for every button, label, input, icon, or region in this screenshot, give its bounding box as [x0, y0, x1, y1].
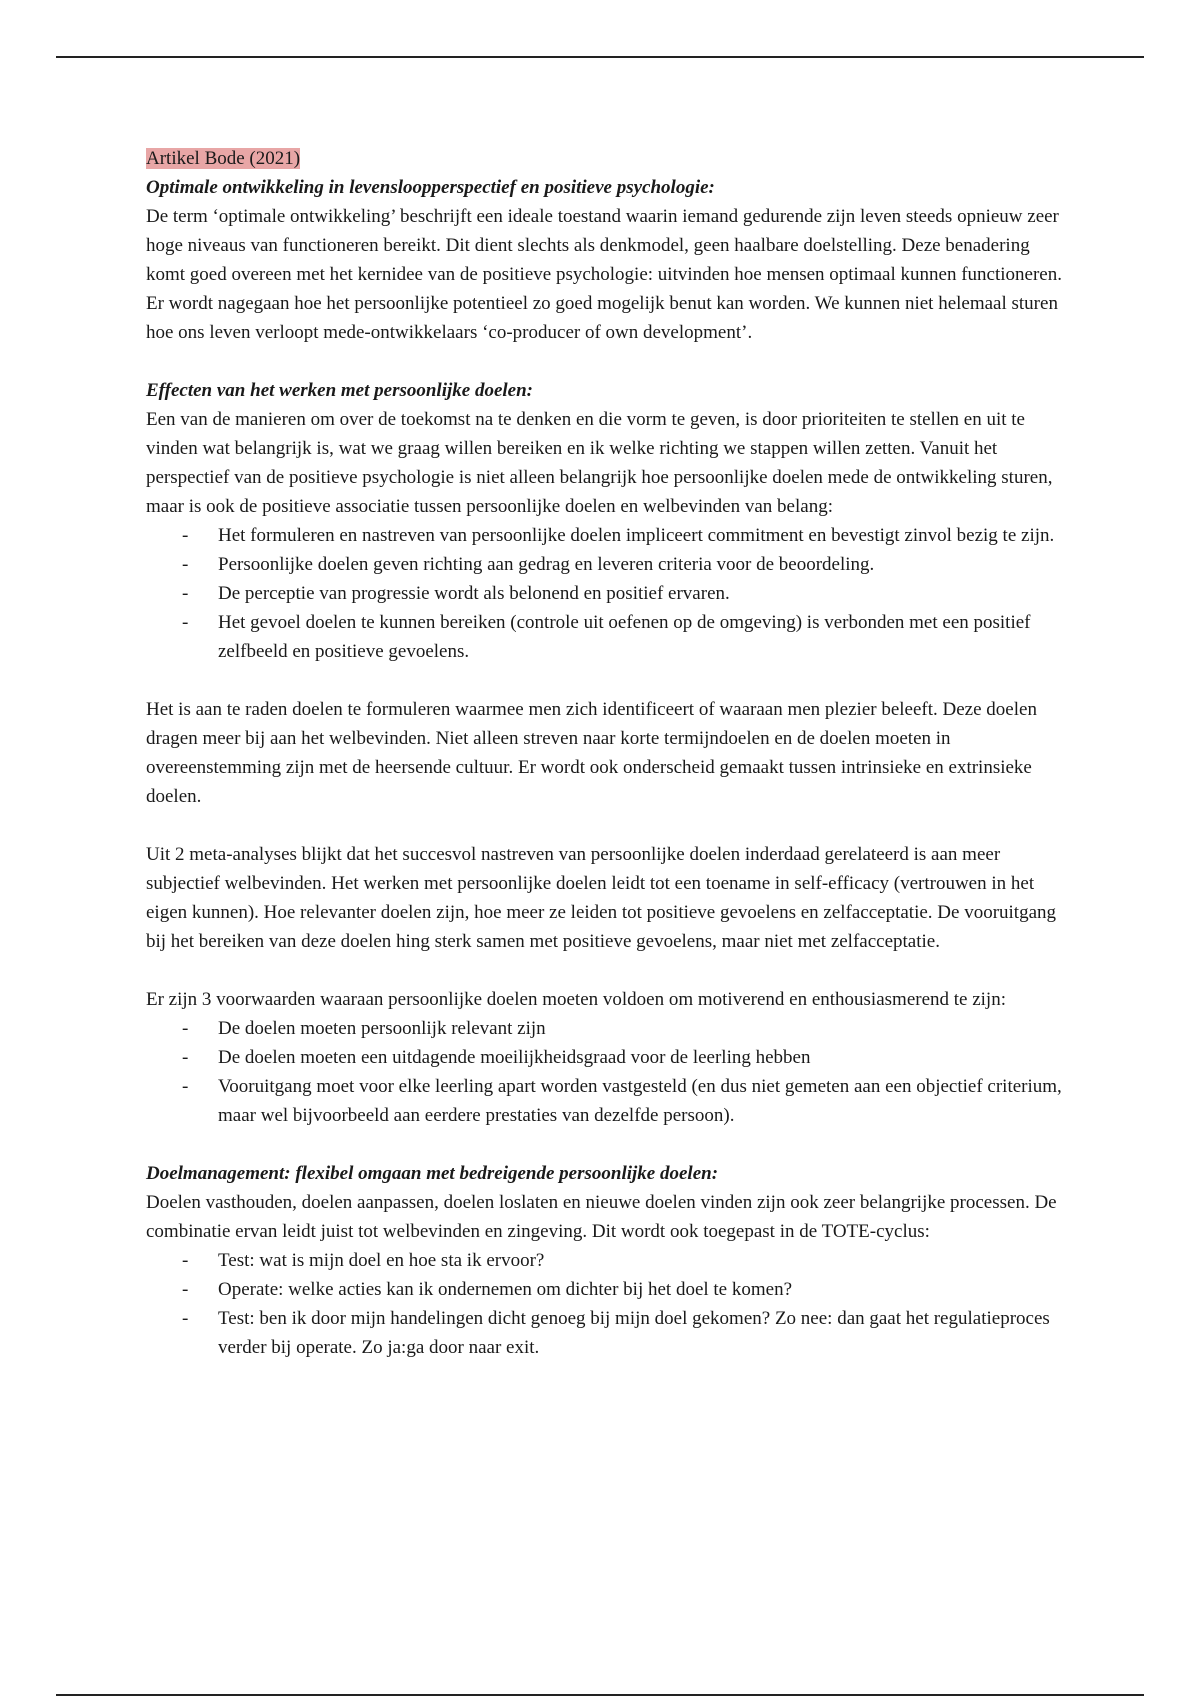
bullet-list — [146, 1014, 1066, 1130]
spacer — [146, 347, 1066, 376]
list-item: - De perceptie van progressie wordt als belonend en positief ervaren. — [146, 579, 1066, 608]
paragraph: Doelen vasthouden, doelen aanpassen, doelen loslaten en nieuwe doelen vinden zijn ook zeer belangrijke processen. De combinatie ervan leidt juist tot welbevinden en zingeving. Dit wordt ook toegepast in de TOTE-cyclus: — [146, 1192, 1057, 1242]
spacer — [146, 666, 1066, 695]
bottom-rule — [56, 1694, 1144, 1696]
list-item: - Operate: welke acties kan ik ondernemen om dichter bij het doel te komen? — [146, 1275, 1066, 1304]
list-item: - Vooruitgang moet voor elke leerling apart worden vastgesteld (en dus niet gemeten aan een objectief criterium, maar wel bijvoorbeeld aan eerdere prestaties van dezelfde persoon). — [146, 1072, 1066, 1130]
list-item: - De doelen moeten een uitdagende moeilijkheidsgraad voor de leerling hebben — [146, 1043, 1066, 1072]
spacer — [146, 811, 1066, 840]
list-item: - Test: ben ik door mijn handelingen dicht genoeg bij mijn doel gekomen? Zo nee: dan gaat het regulatieproces verder bij operate. Zo ja:ga door naar exit. — [146, 1304, 1066, 1362]
title-tag-line — [146, 144, 1066, 173]
bullet-list — [146, 521, 1066, 666]
list-item: - Test: wat is mijn doel en hoe sta ik ervoor? — [146, 1246, 1066, 1275]
paragraph: Uit 2 meta-analyses blijkt dat het succesvol nastreven van persoonlijke doelen inderdaad gerelateerd is aan meer subjectief welbevinden. Het werken met persoonlijke doelen leidt tot een toename in self-efficacy (vertrouwen in het eigen kunnen). Hoe relevanter doelen zijn, hoe meer ze leiden tot positieve gevoelens en zelfacceptatie. De vooruitgang bij het bereiken van deze doelen hing sterk samen met positieve gevoelens, maar niet met zelfacceptatie. — [146, 844, 1057, 952]
section-heading: Optimale ontwikkeling in levensloopperspectief en positieve psychologie: — [146, 177, 715, 198]
paragraph: Een van de manieren om over de toekomst na te denken en die vorm te geven, is door prioriteiten te stellen en uit te vinden wat belangrijk is, wat we graag willen bereiken en ik welke richting we stappen willen zetten. Vanuit het perspectief van de positieve psychologie is niet alleen belangrijk hoe persoonlijke doelen mede de ontwikkeling sturen, maar is ook de positieve associatie tussen persoonlijke doelen en welbevinden van belang: — [146, 409, 1053, 517]
paragraph: De term ‘optimale ontwikkeling’ beschrijft een ideale toestand waarin iemand gedurende zijn leven steeds opnieuw zeer hoge niveaus van functioneren bereikt. Dit dient slechts als denkmodel, geen haalbare doelstelling. Deze benadering komt goed overeen met het kernidee van de positieve psychologie: uitvinden hoe mensen optimaal kunnen functioneren. Er wordt nagegaan hoe het persoonlijke potentieel zo goed mogelijk benut kan worden. We kunnen niet helemaal sturen hoe ons leven verloopt mede-ontwikkelaars ‘co-producer of own development’. — [146, 206, 1062, 343]
list-item: - Persoonlijke doelen geven richting aan gedrag en leveren criteria voor de beoordeling. — [146, 550, 1066, 579]
paragraph: Het is aan te raden doelen te formuleren waarmee men zich identificeert of waaraan men plezier beleeft. Deze doelen dragen meer bij aan het welbevinden. Niet alleen streven naar korte termijndoelen en de doelen moeten in overeenstemming zijn met de heersende cultuur. Er wordt ook onderscheid gemaakt tussen intrinsieke en extrinsieke doelen. — [146, 699, 1037, 807]
spacer — [146, 1130, 1066, 1159]
top-rule — [56, 56, 1144, 58]
document-body — [146, 144, 1066, 1362]
section-heading: Effecten van het werken met persoonlijke doelen: — [146, 380, 533, 401]
bullet-list — [146, 1246, 1066, 1362]
list-item: - Het formuleren en nastreven van persoonlijke doelen impliceert commitment en bevestigt zinvol bezig te zijn. — [146, 521, 1066, 550]
title-tag: Artikel Bode (2021) — [146, 148, 301, 169]
spacer — [146, 956, 1066, 985]
paragraph: Er zijn 3 voorwaarden waaraan persoonlijke doelen moeten voldoen om motiverend en enthousiasmerend te zijn: — [146, 989, 1006, 1010]
list-item: - De doelen moeten persoonlijk relevant zijn — [146, 1014, 1066, 1043]
list-item: - Het gevoel doelen te kunnen bereiken (controle uit oefenen op de omgeving) is verbonden met een positief zelfbeeld en positieve gevoelens. — [146, 608, 1066, 666]
section-heading: Doelmanagement: flexibel omgaan met bedreigende persoonlijke doelen: — [146, 1163, 719, 1184]
